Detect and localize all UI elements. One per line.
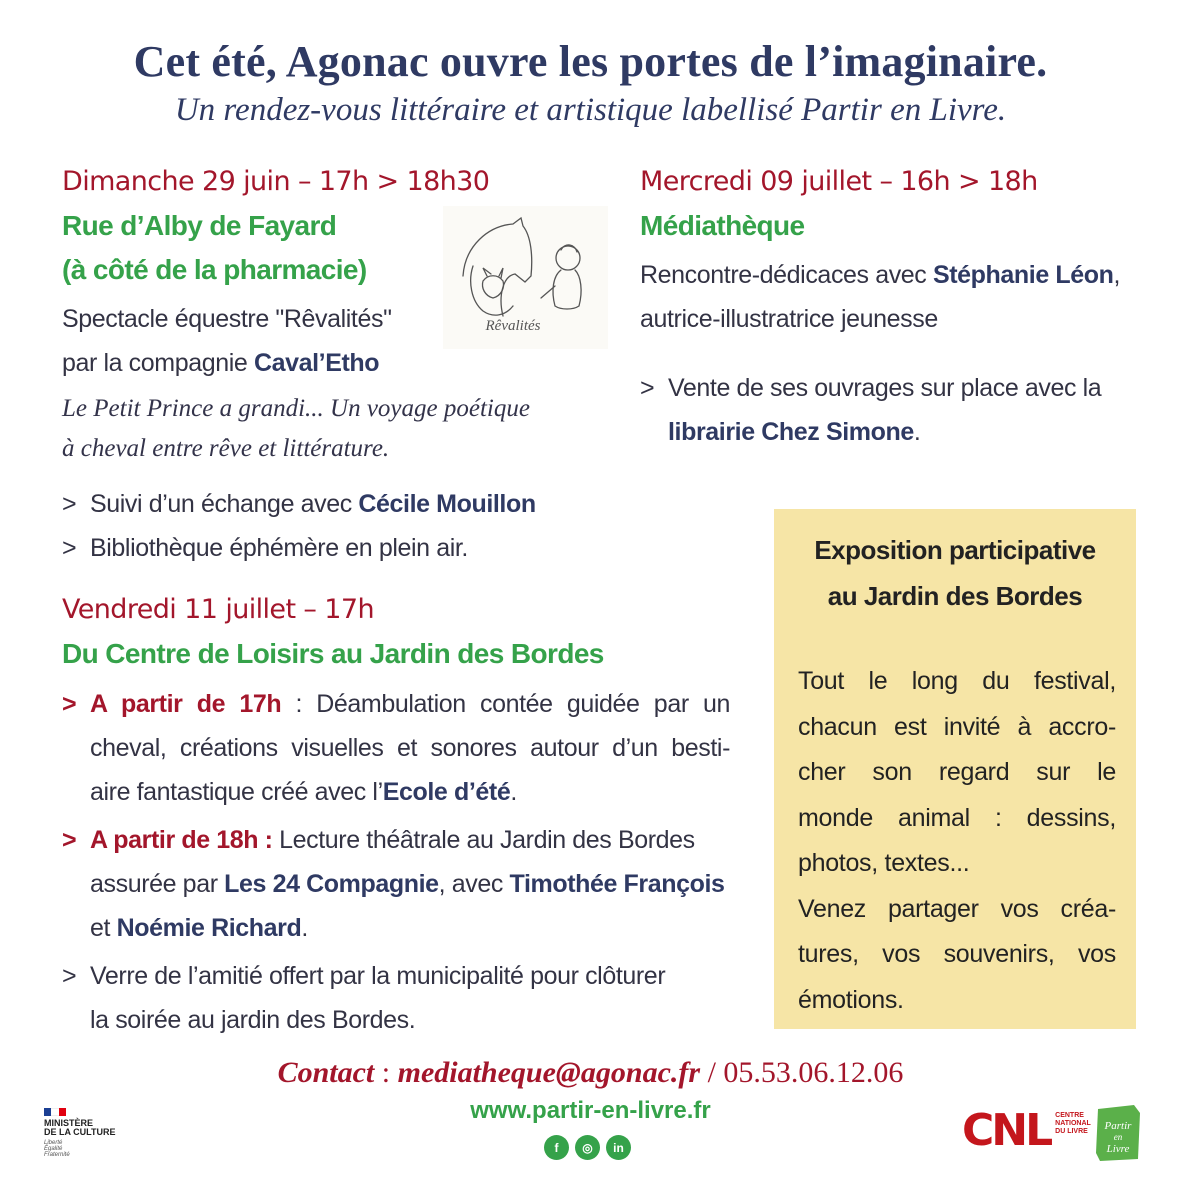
list-item xyxy=(62,818,730,950)
event2-place: Médiathèque xyxy=(640,210,805,241)
guest-name: Cécile Mouillon xyxy=(358,490,536,518)
list-item xyxy=(62,954,730,1042)
event3-b1-text1: : Déambulation contée guidée par un xyxy=(281,690,730,718)
actor-name: Noémie Richard xyxy=(116,914,302,942)
event2-date: Mercredi 09 juillet – 16h > 18h xyxy=(640,166,1038,197)
event3-b1-line3 xyxy=(90,770,730,814)
list-item xyxy=(62,482,536,526)
event1-italic-line1: Le Petit Prince a grandi... Un voyage poétique xyxy=(62,395,530,422)
chevron-right-icon: > xyxy=(62,962,77,990)
event3-b2-text2: assurée par xyxy=(90,870,225,898)
time-label: A partir de 17h xyxy=(90,690,282,718)
event1-tagline xyxy=(62,389,530,469)
event3-b1-text3: aire fantastique créé avec l’ xyxy=(90,778,383,806)
cnl-logo-letters: CNL xyxy=(962,1105,1051,1156)
list-item xyxy=(62,682,730,814)
event3-b2-text3: et xyxy=(90,914,117,942)
event3-b1-line2: cheval, créations visuelles et sonores autour d’un besti- xyxy=(90,734,730,762)
event1-description xyxy=(62,297,392,385)
instagram-icon[interactable]: ◎ xyxy=(575,1135,600,1160)
chevron-right-icon: > xyxy=(62,690,77,718)
contact-phone[interactable]: 05.53.06.12.06 xyxy=(723,1056,904,1089)
page-title: Cet été, Agonac ouvre les portes de l’imaginaire. xyxy=(133,37,1048,86)
event1-desc-line2-prefix: par la compagnie xyxy=(62,349,254,377)
cnl-name: CENTRE NATIONAL DU LIVRE xyxy=(1055,1112,1091,1135)
event3-place: Du Centre de Loisirs au Jardin des Bordes xyxy=(62,638,604,669)
event2-description xyxy=(640,253,1120,341)
event2-author: Stéphanie Léon xyxy=(932,261,1114,289)
exposition-line: cher son regard sur le xyxy=(798,758,1116,786)
contact-sep: : xyxy=(374,1056,398,1089)
social-icons xyxy=(544,1135,631,1160)
actor-name: Timothée François xyxy=(509,870,725,898)
event3-bullets xyxy=(62,682,730,1042)
event1-italic-line2: à cheval entre rêve et littérature. xyxy=(62,435,390,462)
event1-desc-line1: Spectacle équestre "Rêvalités" xyxy=(62,305,392,333)
exposition-line: monde animal : dessins, xyxy=(798,803,1116,832)
exposition-line: Tout le long du festival, xyxy=(798,667,1116,695)
revalites-illustration xyxy=(443,206,608,349)
ministere-name: MINISTÈRE DE LA CULTURE xyxy=(44,1118,116,1137)
event3-b3-line2: la soirée au jardin des Bordes. xyxy=(90,1006,416,1034)
event2-bullet xyxy=(640,366,1101,454)
exposition-line: Venez partager vos créa- xyxy=(798,894,1116,923)
chevron-right-icon: > xyxy=(62,534,77,562)
event2-desc-prefix: Rencontre-dédicaces avec xyxy=(640,261,933,289)
svg-text:Livre: Livre xyxy=(1106,1143,1130,1155)
website-link[interactable]: www.partir-en-livre.fr xyxy=(470,1097,711,1124)
contact-label: Contact xyxy=(277,1056,375,1089)
event2-desc-line2: autrice-illustratrice jeunesse xyxy=(640,305,938,333)
event3-b2-mid: , avec xyxy=(438,870,510,898)
partir-en-livre-logo-icon xyxy=(1094,1103,1142,1163)
exposition-line: chacun est invité à accro- xyxy=(798,712,1116,741)
bookshop-name: librairie Chez Simone xyxy=(668,418,914,446)
list-item xyxy=(62,526,536,570)
exposition-line: émotions. xyxy=(798,985,904,1014)
event1-company: Caval’Etho xyxy=(253,349,380,377)
exposition-title-line2: au Jardin des Bordes xyxy=(827,581,1083,611)
contact-line xyxy=(0,1056,1181,1090)
svg-text:Partir: Partir xyxy=(1104,1120,1132,1132)
ministere-motto: Liberté Égalité Fraternité xyxy=(44,1140,70,1158)
company-name: Les 24 Compagnie xyxy=(224,870,439,898)
exposition-title xyxy=(774,527,1136,619)
contact-email[interactable]: mediatheque@agonac.fr xyxy=(397,1056,701,1089)
chevron-right-icon: > xyxy=(62,826,77,854)
exposition-title-line1: Exposition participative xyxy=(814,535,1096,565)
event3-b2-line1 xyxy=(90,818,730,862)
french-flag-icon xyxy=(44,1108,66,1116)
event1-place-line1: Rue d’Alby de Fayard xyxy=(62,210,337,241)
event1-place-line2: (à côté de la pharmacie) xyxy=(62,254,367,285)
bullet-text: Bibliothèque éphémère en plein air. xyxy=(90,534,468,562)
linkedin-icon[interactable]: in xyxy=(606,1135,631,1160)
list-item xyxy=(640,366,1101,454)
event2-bullet-line1: Vente de ses ouvrages sur place avec la xyxy=(668,374,1102,402)
school-name: Ecole d’été xyxy=(382,778,511,806)
phone-sep: / xyxy=(700,1056,724,1089)
cnl-logo xyxy=(962,1106,1091,1156)
event3-b1-line1 xyxy=(90,682,730,726)
bullet-text: Suivi d’un échange avec xyxy=(90,490,359,518)
time-label: A partir de 18h : xyxy=(90,826,273,854)
exposition-text xyxy=(798,659,1116,1023)
event1-date: Dimanche 29 juin – 17h > 18h30 xyxy=(62,166,490,197)
partir-en-livre-logo xyxy=(1094,1103,1142,1163)
horse-child-drawing-icon xyxy=(443,206,608,349)
exposition-line: tures, vos souvenirs, vos xyxy=(798,940,1116,968)
event3-b3-line1: Verre de l’amitié offert par la municipalité pour clôturer xyxy=(90,962,666,990)
event3-b2-text1: Lecture théâtrale au Jardin des Bordes xyxy=(272,826,695,854)
event3-b2-suffix: . xyxy=(301,914,308,942)
ministere-culture-logo xyxy=(44,1108,116,1158)
event1-bullets xyxy=(62,482,536,570)
event3-b1-suffix: . xyxy=(510,778,517,806)
illustration-caption: Rêvalités xyxy=(485,318,541,334)
svg-text:en: en xyxy=(1113,1132,1123,1142)
event3-date: Vendredi 11 juillet – 17h xyxy=(62,594,374,625)
chevron-right-icon: > xyxy=(62,490,77,518)
event2-desc-suffix: , xyxy=(1113,261,1121,289)
page-subtitle: Un rendez-vous littéraire et artistique labellisé Partir en Livre. xyxy=(174,92,1007,128)
event2-bullet-suffix: . xyxy=(913,418,921,446)
chevron-right-icon: > xyxy=(640,374,655,402)
event3-b2-line2 xyxy=(90,862,730,906)
event3-b2-line3 xyxy=(90,906,730,950)
exposition-box xyxy=(774,509,1136,1029)
exposition-line: photos, textes... xyxy=(798,849,970,877)
facebook-icon[interactable]: f xyxy=(544,1135,569,1160)
